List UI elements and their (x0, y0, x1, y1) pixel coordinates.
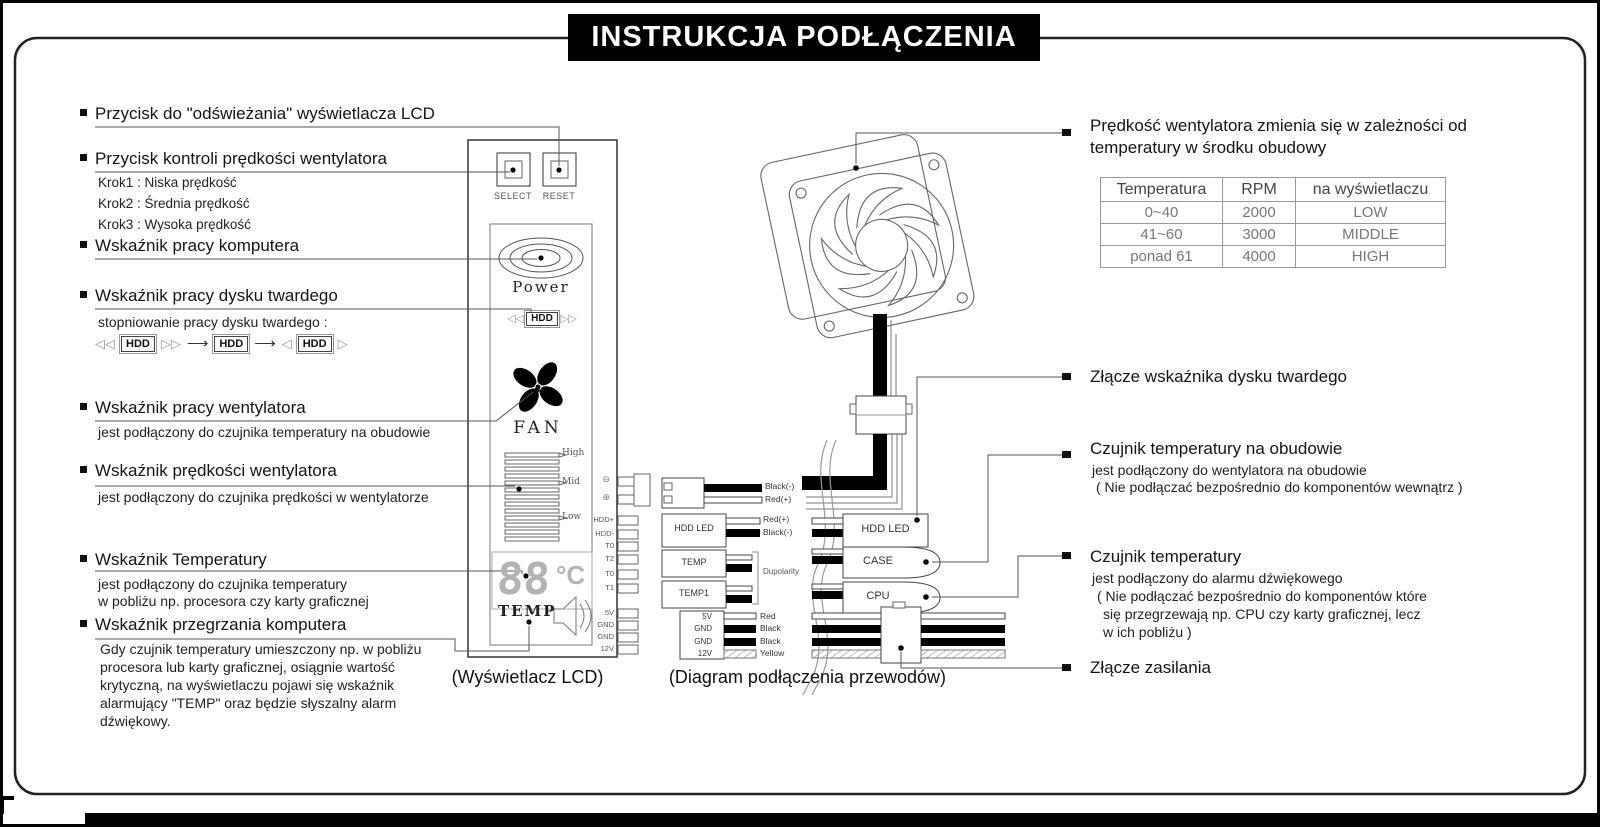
right-arrows-icon: ▷▷ (160, 336, 181, 351)
fan-label: FAN (513, 418, 563, 438)
note-case-sensor-sub1: jest podłączony do wentylatora na obudowie (1092, 462, 1367, 478)
col-display: na wyświetlaczu (1296, 178, 1446, 202)
table-row (1101, 224, 1446, 246)
pin-symbol-minus: ⊖ (602, 474, 610, 484)
page-title: INSTRUKCJA PODŁĄCZENIA LCD (568, 14, 1040, 61)
right-arrow-icon: ▷ (337, 336, 348, 351)
pin-label: T1 (605, 583, 614, 592)
note-overheat-indicator: Wskaźnik przegrzania komputera (95, 615, 347, 634)
temp1-connector-label: TEMP1 (678, 588, 709, 598)
cell: ponad 61 (1101, 246, 1223, 268)
hdd-activity-sequence (95, 336, 348, 352)
arrow-icon: ⟶ (254, 335, 276, 352)
note-overheat-paragraph: Gdy czujnik temperatury umieszczony np. w pobliżu procesora lub karty graficznej, osiągnie wartość krytyczną, na wyświetlaczu pojawi się wskaźnik alarmujący "TEMP" oraz będzie słyszalny alarm dźwiękowy. (100, 641, 422, 729)
polarity-note: Dupolarity (763, 567, 800, 576)
wire-color-yellow: Yellow (760, 648, 785, 658)
reset-button-label: RESET (542, 191, 576, 201)
note-temp-sensor: Czujnik temperatury (1090, 547, 1242, 566)
fan-speed-note-line1: Prędkość wentylatora zmienia się w zależności od (1090, 116, 1468, 135)
hdd-badge: HDD (121, 336, 155, 352)
step-3: Krok3 : Wysoka prędkość (98, 217, 251, 232)
pin-label: T0 (605, 569, 614, 578)
fan-cable (802, 314, 912, 509)
hddled-plug-label: HDD LED (861, 523, 910, 535)
col-rpm: RPM (1223, 178, 1296, 202)
wire-color-black: Black (760, 636, 781, 646)
bar-label-low: Low (562, 512, 582, 522)
bar-label-mid: Mid (562, 477, 580, 487)
pin-label: T2 (605, 554, 614, 563)
right-arrows-icon: ▷▷ (559, 313, 577, 325)
note-temp-sub1: jest podłączony do czujnika temperatury (98, 576, 348, 592)
cell: 3000 (1223, 224, 1296, 246)
note-case-sensor-sub2: ( Nie podłączać bezpośrednio do komponentów wewnątrz ) (1096, 479, 1463, 495)
temp-connector-label: TEMP (681, 557, 707, 567)
wire-label-black: Black(-) (763, 527, 793, 537)
left-arrows-icon: ◁◁ (95, 336, 115, 351)
table-row (1101, 202, 1446, 224)
cell: 0~40 (1101, 202, 1223, 224)
note-case-sensor: Czujnik temperatury na obudowie (1090, 439, 1343, 458)
temp-alarm-label: TEMP (498, 602, 557, 620)
pin-label: 12V (600, 644, 614, 653)
wiring-caption: (Diagram podłączenia przewodów) (668, 667, 947, 687)
left-arrow-icon: ◁ (281, 336, 292, 351)
note-temp-sensor-sub1: jest podłączony do alarmu dźwiękowego (1092, 570, 1343, 586)
hdd-badge: HDD (298, 336, 332, 352)
pin-label: 5V (604, 608, 614, 617)
pin-symbol-plus: ⊕ (602, 492, 610, 502)
select-button-label: SELECT (493, 191, 532, 201)
left-arrows-icon: ◁◁ (507, 313, 525, 325)
wire-label-red: Red(+) (763, 514, 790, 524)
table-header-row (1101, 178, 1446, 202)
note-temp-sensor-sub3: się przegrzewają np. CPU czy karty graficznej, lecz (1103, 606, 1421, 622)
fan-speed-note-line2: temperatury w środku obudowy (1090, 138, 1327, 157)
wire-label-black: Black(-) (765, 481, 795, 491)
cell: MIDDLE (1296, 224, 1446, 246)
power-pin-gnd: GND (694, 637, 712, 646)
case-fan-drawing (758, 127, 976, 345)
cpu-sensor-label: CPU (866, 590, 890, 602)
fan-speed-bars (505, 453, 566, 541)
arrow-icon: ⟶ (186, 335, 209, 352)
note-temp-sensor-sub4: w ich pobliżu ) (1103, 624, 1192, 640)
note-refresh-button: Przycisk do "odświeżania" wyświetlacza LCD (95, 104, 435, 123)
note-hdd-connector: Złącze wskaźnika dysku twardego (1090, 367, 1348, 386)
note-temp-sensor-sub2: ( Nie podłączać bezpośrednio do komponentów które (1097, 588, 1427, 604)
wire-color-red: Red (760, 611, 776, 621)
power-label: Power (512, 278, 570, 296)
note-fan-speed-indicator: Wskaźnik prędkości wentylatora (95, 461, 337, 480)
col-temperatura: Temperatura (1101, 178, 1223, 202)
lcd-side-pins (618, 474, 650, 654)
note-fan-indicator-sub: jest podłączony do czujnika temperatury na obudowie (98, 424, 431, 440)
note-temp-indicator: Wskaźnik Temperatury (95, 550, 267, 569)
temp-seven-segment: 88 (495, 554, 552, 605)
hdd-badge: HDD (526, 312, 558, 326)
table-row (1101, 246, 1446, 268)
wire-color-black: Black (760, 623, 781, 633)
temp-unit: °C (556, 560, 586, 590)
power-pin-gnd: GND (694, 624, 712, 633)
cell: HIGH (1296, 246, 1446, 268)
note-fan-speed-button: Przycisk kontroli prędkości wentylatora (95, 149, 387, 168)
bar-label-high: High (562, 448, 585, 458)
note-hdd-sub: stopniowanie pracy dysku twardego : (98, 314, 328, 330)
cell: 2000 (1223, 202, 1296, 224)
fan-indicator-icon (510, 359, 567, 416)
pin-label: GND (597, 620, 614, 629)
lcd-hdd-indicator (494, 311, 590, 327)
note-temp-sub2: w pobliżu np. procesora czy karty graficznej (98, 593, 369, 609)
cell: 4000 (1223, 246, 1296, 268)
pin-label: HDD- (595, 529, 614, 538)
cell: LOW (1296, 202, 1446, 224)
cell: 41~60 (1101, 224, 1223, 246)
case-sensor-label: CASE (863, 555, 893, 567)
lcd-caption: (Wyświetlacz LCD) (451, 667, 604, 687)
power-pin-5v: 5V (702, 612, 712, 621)
note-hdd-indicator: Wskaźnik pracy dysku twardego (95, 286, 338, 305)
hdd-badge: HDD (214, 336, 248, 352)
note-fan-speed-sub: jest podłączony do czujnika prędkości w wentylatorze (98, 489, 429, 505)
wire-label-red: Red(+) (765, 494, 792, 504)
hddled-connector-label: HDD LED (674, 523, 714, 533)
note-power-indicator: Wskaźnik pracy komputera (95, 236, 300, 255)
step-1: Krok1 : Niska prędkość (98, 175, 237, 190)
pin-label: GND (597, 632, 614, 641)
fan-speed-table (1100, 177, 1446, 268)
step-2: Krok2 : Średnia prędkość (98, 196, 250, 211)
power-pin-12v: 12V (697, 649, 712, 658)
note-power-connector: Złącze zasilania (1090, 658, 1211, 677)
pin-label: T0 (605, 541, 614, 550)
pin-label: HDD+ (593, 515, 614, 524)
note-fan-indicator: Wskaźnik pracy wentylatora (95, 398, 306, 417)
